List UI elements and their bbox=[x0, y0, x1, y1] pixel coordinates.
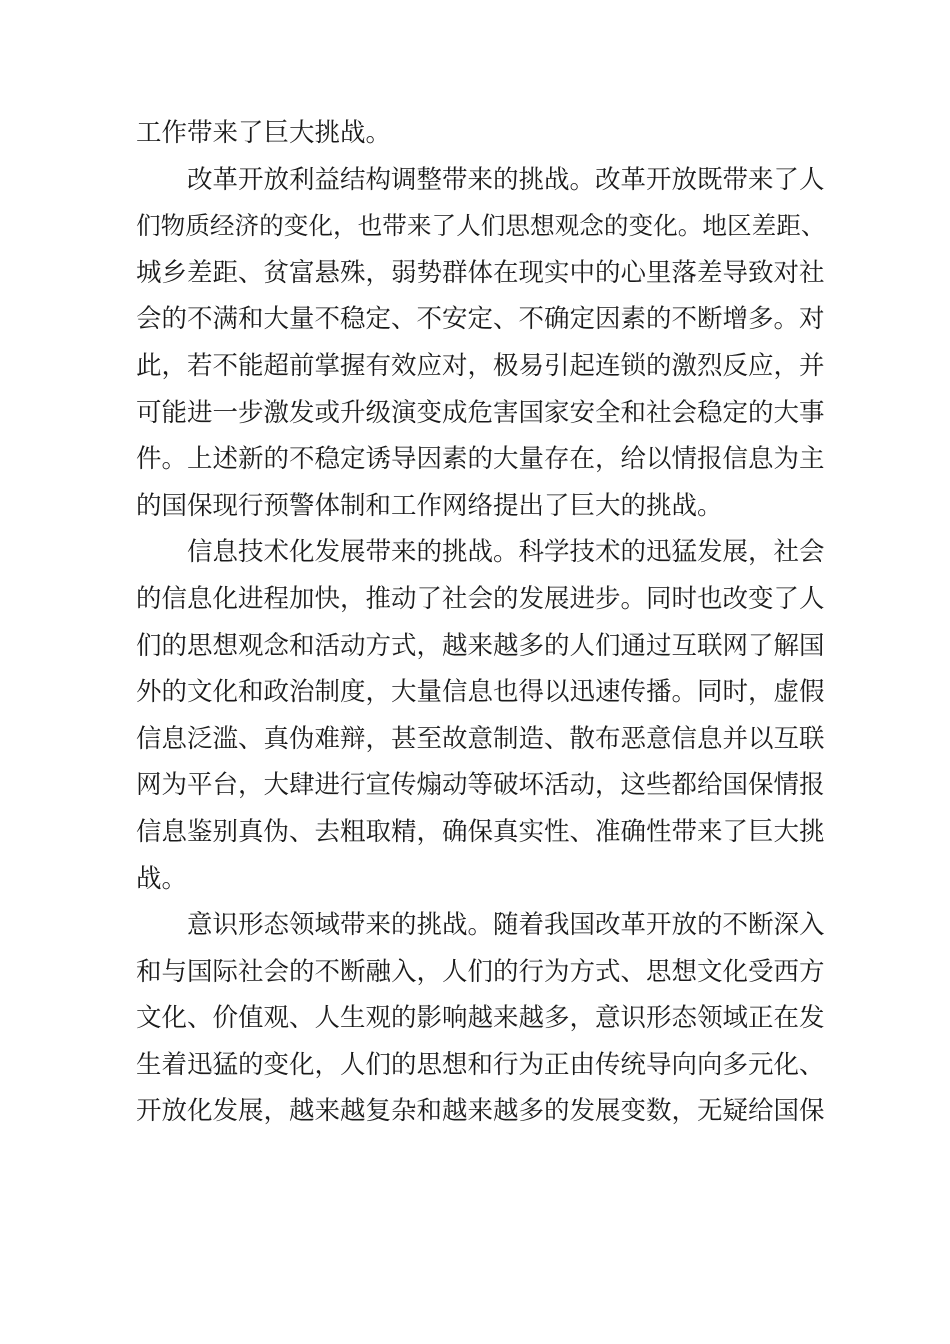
text-line: 件。上述新的不稳定诱导因素的大量存在，给以情报信息为主 bbox=[136, 444, 825, 475]
text-line: 意识形态领域带来的挑战。随着我国改革开放的不断深入 bbox=[187, 910, 825, 941]
text-line: 战。 bbox=[136, 863, 188, 894]
body-text bbox=[136, 110, 826, 1135]
text-line: 和与国际社会的不断融入，人们的行为方式、思想文化受西方 bbox=[136, 956, 825, 987]
text-line: 的信息化进程加快，推动了社会的发展进步。同时也改变了人 bbox=[136, 583, 825, 614]
text-line: 此，若不能超前掌握有效应对，极易引起连锁的激烈反应，并 bbox=[136, 350, 825, 381]
text-line: 们物质经济的变化，也带来了人们思想观念的变化。地区差距、 bbox=[136, 211, 826, 241]
text-line: 信息鉴别真伪、去粗取精，确保真实性、准确性带来了巨大挑 bbox=[136, 816, 825, 847]
text-line: 网为平台，大肆进行宣传煽动等破坏活动，这些都给国保情报 bbox=[136, 770, 825, 801]
text-line: 的国保现行预警体制和工作网络提出了巨大的挑战。 bbox=[136, 490, 723, 521]
text-line: 改革开放利益结构调整带来的挑战。改革开放既带来了人 bbox=[187, 164, 825, 195]
text-line: 开放化发展，越来越复杂和越来越多的发展变数，无疑给国保 bbox=[136, 1096, 825, 1127]
text-line: 信息技术化发展带来的挑战。科学技术的迅猛发展，社会 bbox=[187, 537, 825, 568]
text-line: 信息泛滥、真伪难辩，甚至故意制造、散布恶意信息并以互联 bbox=[136, 723, 825, 754]
text-line: 外的文化和政治制度，大量信息也得以迅速传播。同时，虚假 bbox=[136, 677, 825, 708]
text-line: 会的不满和大量不稳定、不安定、不确定因素的不断增多。对 bbox=[136, 304, 825, 335]
text-line: 可能进一步激发或升级演变成危害国家安全和社会稳定的大事 bbox=[136, 397, 825, 428]
text-line: 文化、价值观、人生观的影响越来越多，意识形态领域正在发 bbox=[136, 1003, 825, 1034]
text-line: 工作带来了巨大挑战。 bbox=[136, 118, 392, 148]
text-line: 城乡差距、贫富悬殊，弱势群体在现实中的心里落差导致对社 bbox=[136, 257, 825, 288]
text-line: 生着迅猛的变化，人们的思想和行为正由传统导向向多元化、 bbox=[136, 1049, 825, 1080]
text-line: 们的思想观念和活动方式，越来越多的人们通过互联网了解国 bbox=[136, 630, 825, 661]
